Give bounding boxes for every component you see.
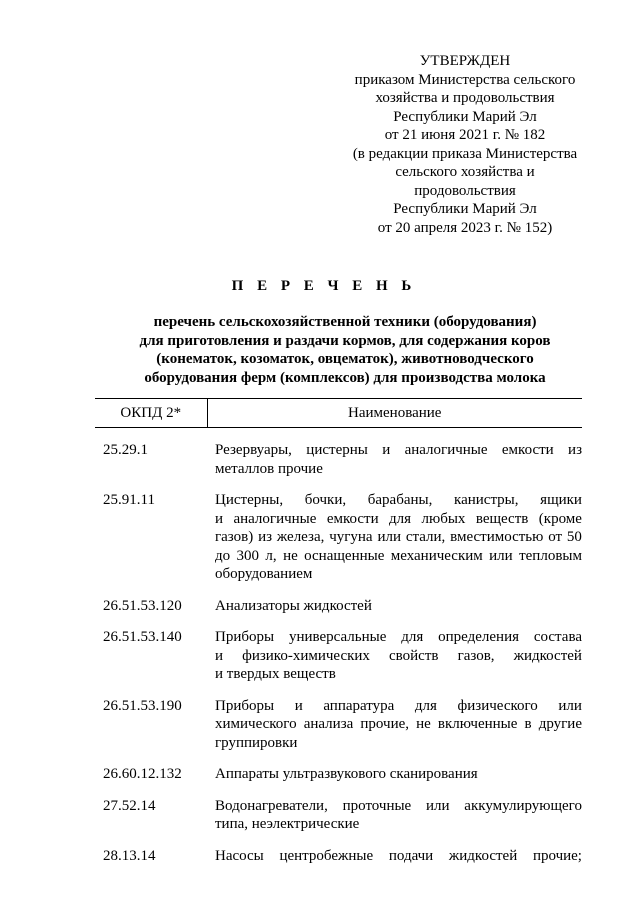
item-name <box>207 697 582 753</box>
item-name-line: металлов прочие <box>215 460 323 477</box>
approval-line: Республики Марий Эл <box>393 201 537 217</box>
item-name-line: Водонагреватели, проточные или аккумулирующего <box>215 797 582 814</box>
item-name <box>207 597 582 616</box>
document-heading: П Е Р Е Ч Е Н Ь <box>231 278 417 294</box>
approval-line: УТВЕРЖДЕН <box>419 53 511 69</box>
okpd-code: 25.91.11 <box>103 492 155 508</box>
item-name-line: Цистерны, бочки, барабаны, канистры, ящики <box>215 492 582 508</box>
approval-line: (в редакции приказа Министерства <box>352 145 578 162</box>
item-name <box>207 441 582 478</box>
subheading-line: оборудования ферм (комплексов) для производства молока <box>144 369 546 386</box>
item-name-line: и аналогичные емкости для любых веществ (кроме <box>215 510 582 527</box>
approval-block <box>340 52 590 237</box>
item-name-line: и физико-химических свойств газов, жидкостей <box>215 647 582 664</box>
item-name-line: Аппараты ультразвукового сканирования <box>215 766 478 782</box>
okpd-code: 26.51.53.140 <box>103 629 182 645</box>
okpd-code: 26.51.53.120 <box>103 597 182 614</box>
approval-line: продовольствия <box>414 182 516 199</box>
subheading-line: перечень сельскохозяйственной техники (оборудования) <box>153 314 537 330</box>
item-name-line: газов) из железа, чугуна или стали, вместимостью от 50 <box>215 529 582 545</box>
approval-line: приказом Министерства сельского <box>354 71 576 88</box>
item-name-line: типа, неэлектрические <box>215 816 360 832</box>
item-name-line: оборудованием <box>215 566 313 582</box>
item-name-line: до 300 л, не оснащенные механическим или тепловым <box>215 547 582 564</box>
table-row <box>95 765 582 784</box>
item-name-line: химического анализа прочие, не включенные в другие <box>215 716 582 732</box>
table-row <box>95 441 582 478</box>
item-name-line: Насосы центробежные подачи жидкостей прочие; <box>215 847 582 864</box>
table-row <box>95 697 582 753</box>
item-name-line: Приборы универсальные для определения состава <box>215 629 582 645</box>
table-row <box>95 847 582 866</box>
approval-line: сельского хозяйства и <box>395 164 535 180</box>
item-name-line: Резервуары, цистерны и аналогичные емкости из <box>215 442 582 458</box>
item-name-line: Приборы и аппаратура для физического или <box>215 697 582 714</box>
item-name <box>207 628 582 684</box>
document-subheading <box>100 313 590 387</box>
item-name <box>207 797 582 834</box>
column-header-code: ОКПД 2* <box>95 399 207 428</box>
item-name <box>207 765 582 784</box>
table-row <box>95 797 582 834</box>
okpd-code: 26.51.53.190 <box>103 697 182 714</box>
okpd-code: 28.13.14 <box>103 847 156 864</box>
table-row <box>95 628 582 684</box>
approval-line: Республики Марий Эл <box>393 108 537 125</box>
item-name-line: группировки <box>215 734 298 751</box>
subheading-line: для приготовления и раздачи кормов, для содержания коров <box>139 332 551 349</box>
approval-line: хозяйства и продовольствия <box>375 90 555 106</box>
item-name <box>207 847 582 866</box>
okpd-code: 25.29.1 <box>103 442 148 458</box>
item-name <box>207 491 582 584</box>
approval-line: от 20 апреля 2023 г. № 152) <box>377 219 553 236</box>
subheading-line: (конематок, козоматок, овцематок), животноводческого <box>156 351 534 367</box>
item-name-line: Анализаторы жидкостей <box>215 597 372 614</box>
okpd-code: 27.52.14 <box>103 797 156 814</box>
equipment-table <box>95 398 582 865</box>
table-row <box>95 491 582 584</box>
item-name-line: и твердых веществ <box>215 666 336 682</box>
table-row <box>95 597 582 616</box>
table-header-row <box>95 399 582 428</box>
okpd-code: 26.60.12.132 <box>103 766 182 782</box>
approval-line: от 21 июня 2021 г. № 182 <box>384 127 546 143</box>
column-header-name: Наименование <box>207 399 582 428</box>
